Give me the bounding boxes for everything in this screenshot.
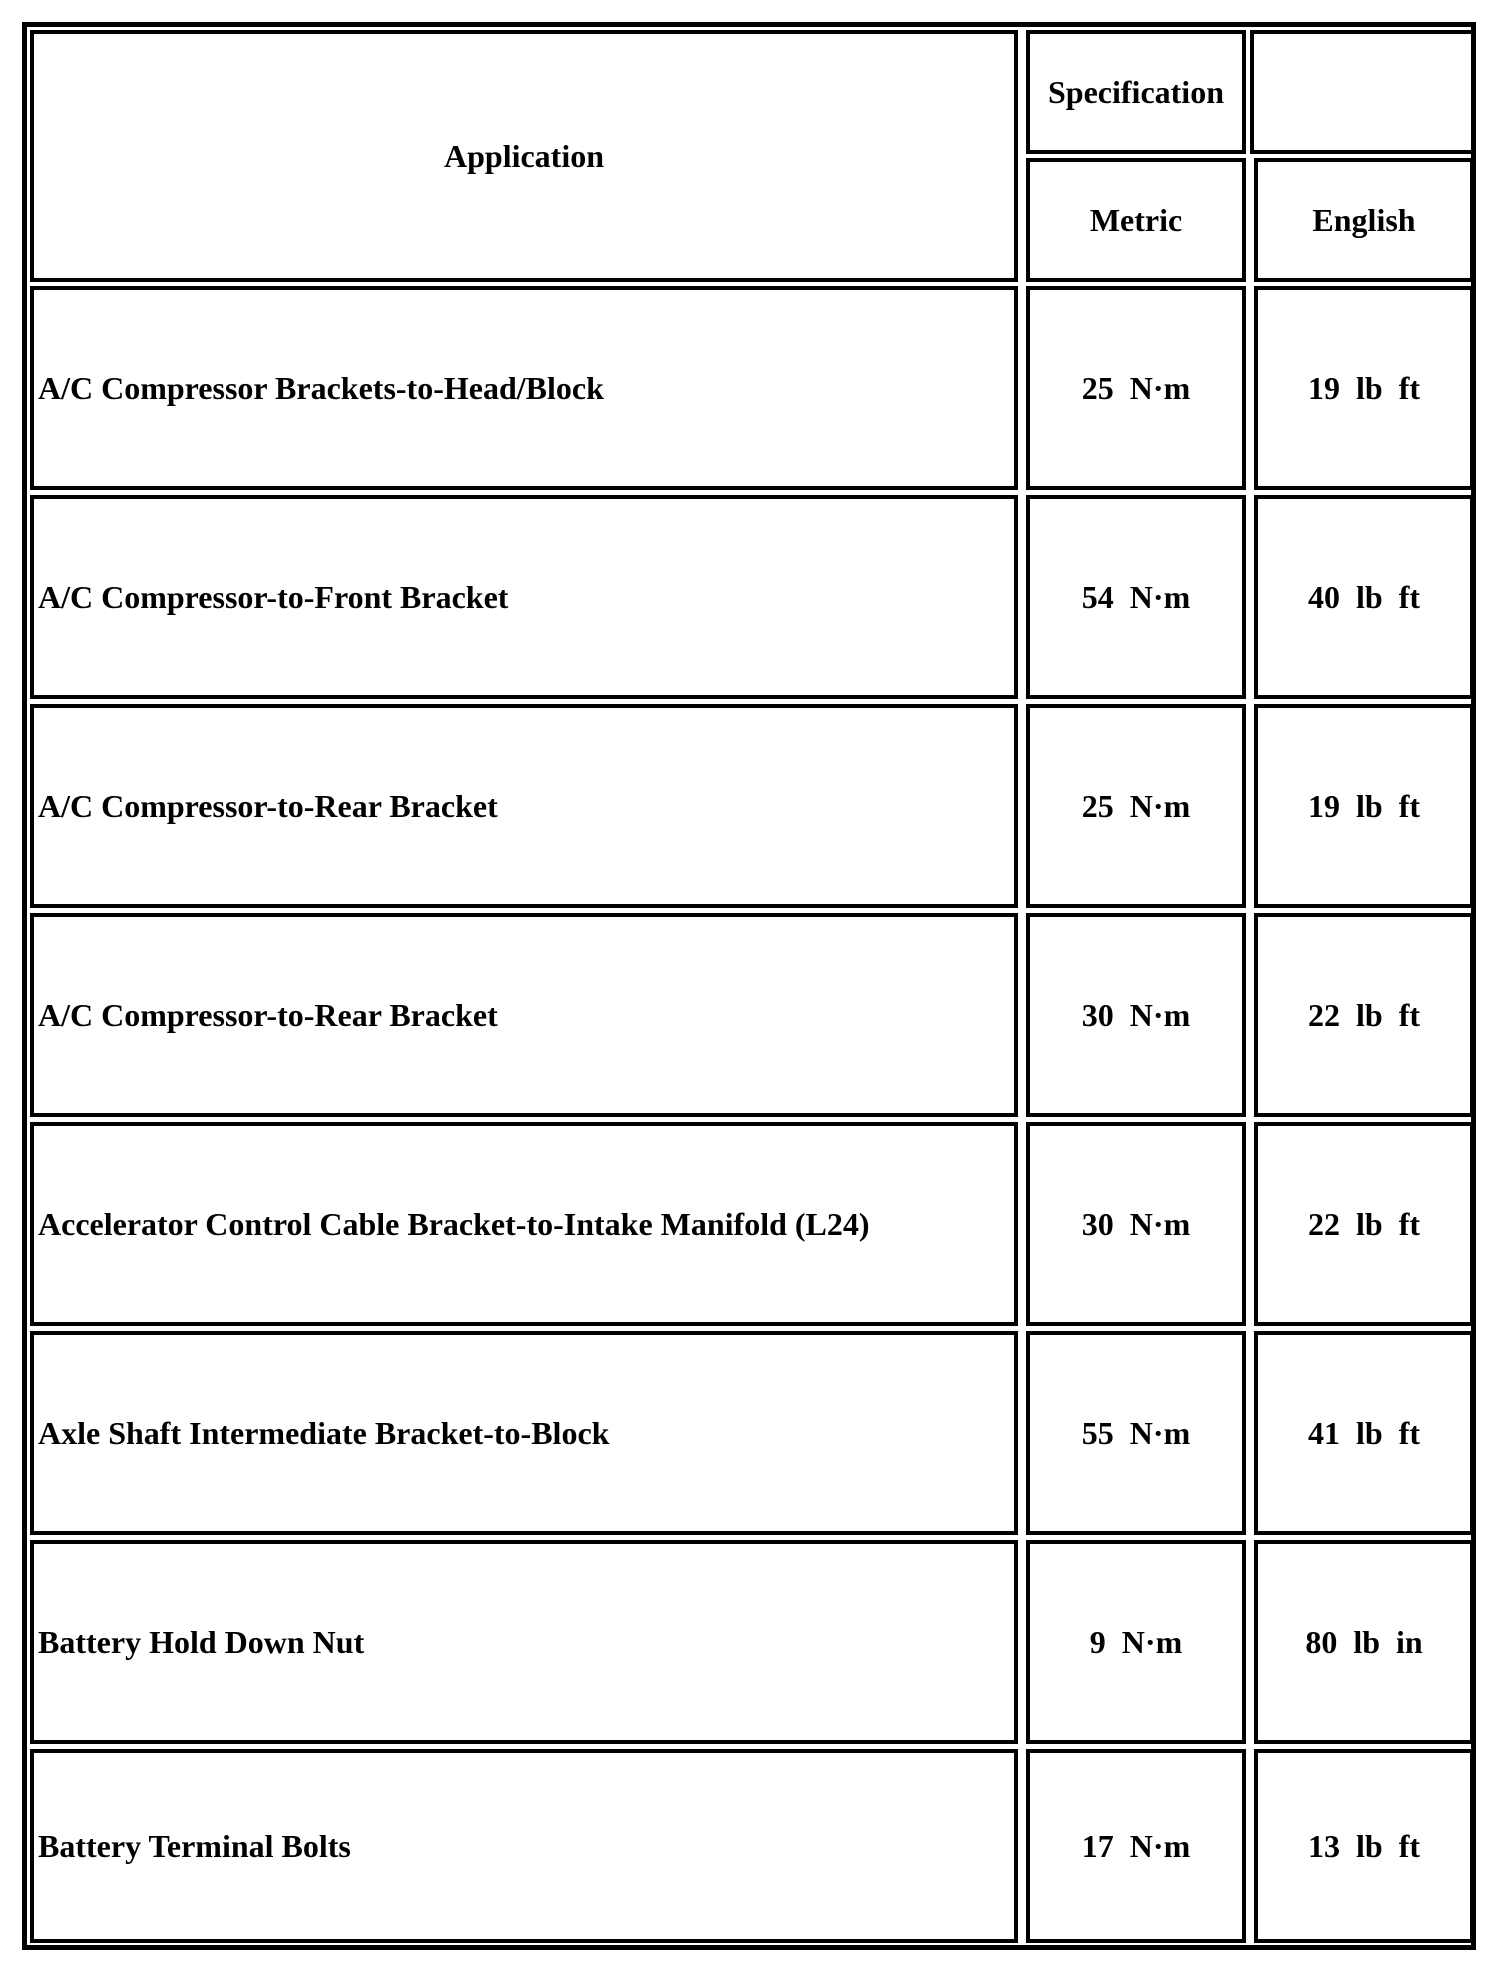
row-english: 22 lb ft: [1254, 1122, 1474, 1326]
row-metric: 17 N·m: [1026, 1749, 1246, 1943]
row-english: 13 lb ft: [1254, 1749, 1474, 1943]
header-application: Application: [30, 30, 1018, 282]
row-application: Battery Terminal Bolts: [30, 1749, 1018, 1943]
row-english: 22 lb ft: [1254, 913, 1474, 1117]
header-english: English: [1254, 158, 1474, 282]
row-metric: 9 N·m: [1026, 1540, 1246, 1744]
row-application: Accelerator Control Cable Bracket-to-Intake Manifold (L24): [30, 1122, 1018, 1326]
row-metric: 54 N·m: [1026, 495, 1246, 699]
row-application: Battery Hold Down Nut: [30, 1540, 1018, 1744]
row-english: 41 lb ft: [1254, 1331, 1474, 1535]
row-metric: 55 N·m: [1026, 1331, 1246, 1535]
row-application: A/C Compressor-to-Rear Bracket: [30, 704, 1018, 908]
row-application: A/C Compressor-to-Front Bracket: [30, 495, 1018, 699]
row-metric: 30 N·m: [1026, 913, 1246, 1117]
row-english: 19 lb ft: [1254, 704, 1474, 908]
row-metric: 25 N·m: [1026, 704, 1246, 908]
header-metric: Metric: [1026, 158, 1246, 282]
row-application: A/C Compressor Brackets-to-Head/Block: [30, 286, 1018, 490]
row-metric: 25 N·m: [1026, 286, 1246, 490]
header-specification-blank: [1250, 30, 1476, 154]
row-english: 80 lb in: [1254, 1540, 1474, 1744]
row-application: A/C Compressor-to-Rear Bracket: [30, 913, 1018, 1117]
row-metric: 30 N·m: [1026, 1122, 1246, 1326]
row-application: Axle Shaft Intermediate Bracket-to-Block: [30, 1331, 1018, 1535]
row-english: 40 lb ft: [1254, 495, 1474, 699]
header-specification: Specification: [1026, 30, 1246, 154]
row-english: 19 lb ft: [1254, 286, 1474, 490]
